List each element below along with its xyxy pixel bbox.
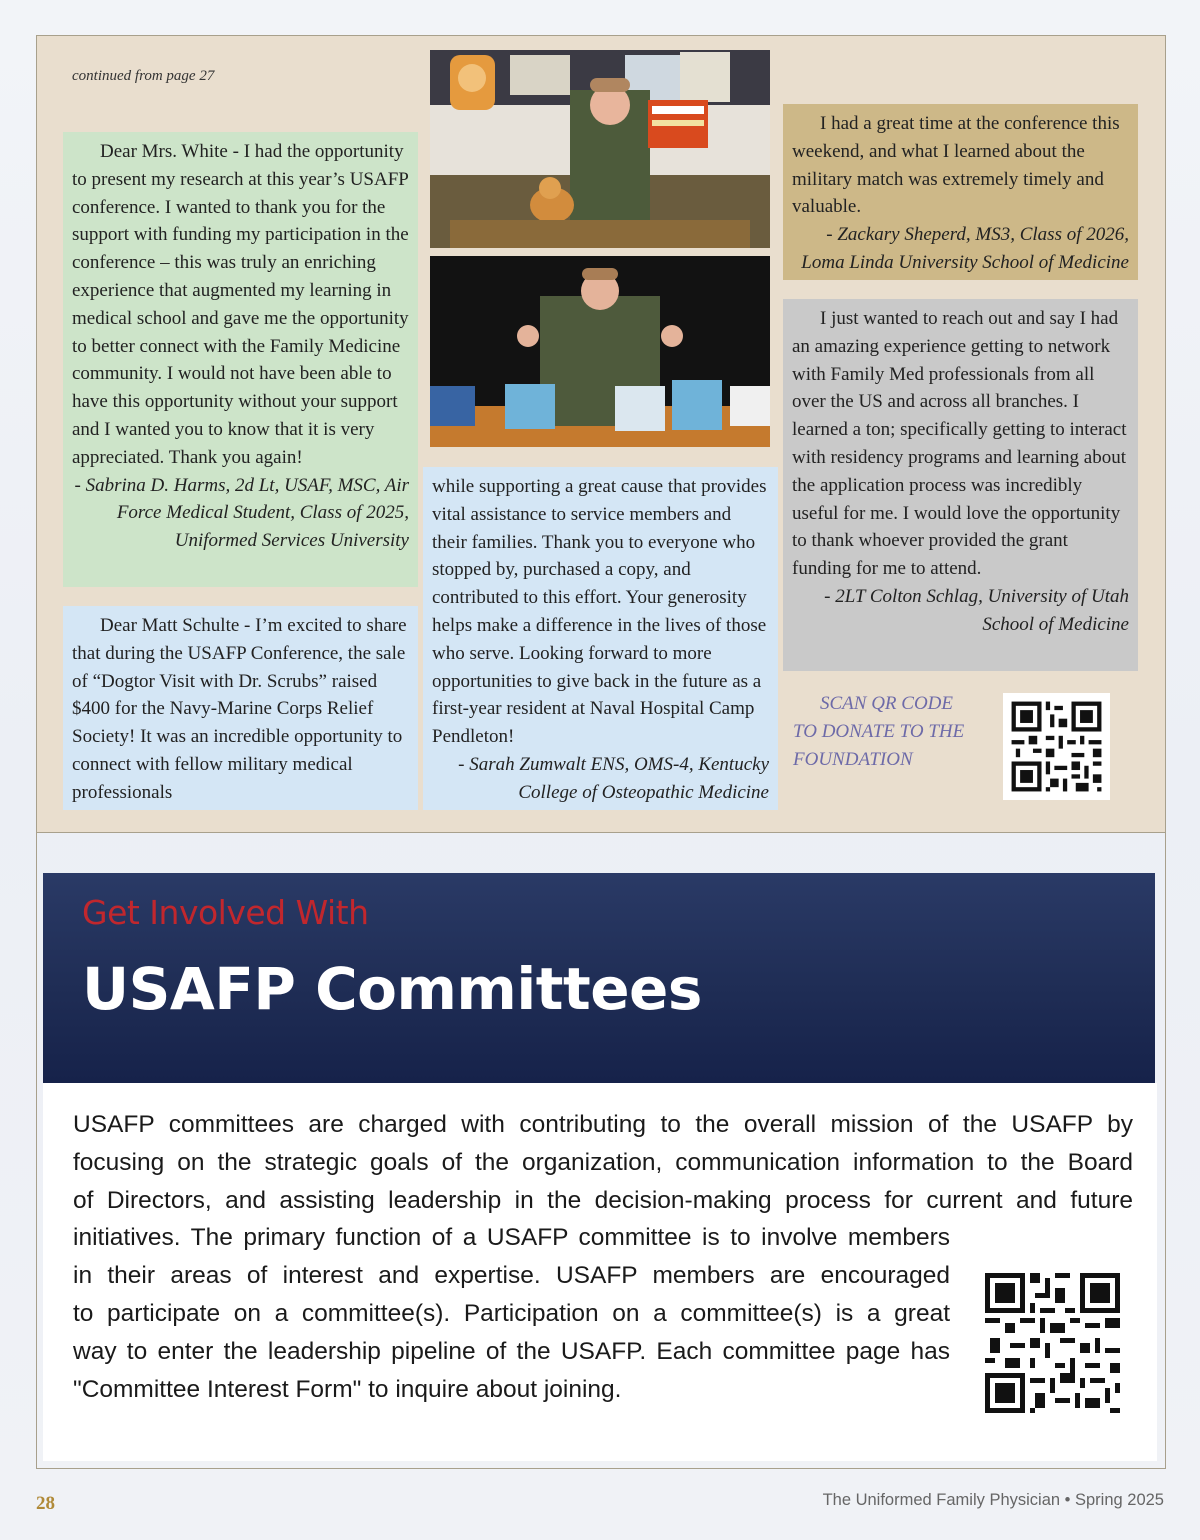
letter-zumwalt-part1 bbox=[63, 606, 418, 810]
letter-zumwalt-body-1: Dear Matt Schulte - I’m excited to share that during the USAFP Conference, the sale of “Dogtor Visit with Dr. Scrubs” raised $400 for the Navy-Marine Corps Relief Society! It was an incredible opportunity to connect with fellow military medical professionals bbox=[72, 615, 407, 803]
committees-line-1: USAFP committees are charged with contributing to the overall mission of the USAFP by bbox=[73, 1111, 1133, 1138]
banner-subtitle: Get Involved With bbox=[82, 893, 369, 932]
committees-line-2: focusing on the strategic goals of the organization, communication information to the Board bbox=[73, 1148, 1133, 1176]
page-number: 28 bbox=[36, 1493, 55, 1514]
committees-line-4: initiatives. The primary function of a USAFP committee is to involve members bbox=[73, 1224, 950, 1252]
committees-line-3: of Directors, and assisting leadership in the decision-making process for current and future bbox=[73, 1186, 1133, 1214]
photo-thumbs-up-image bbox=[430, 256, 770, 447]
committees-line-7: way to enter the leadership pipeline of the USAFP. Each committee page has bbox=[73, 1337, 950, 1365]
scan-qr-caption bbox=[793, 690, 998, 774]
qr-code-icon bbox=[1003, 693, 1110, 800]
scan-qr-line-3: FOUNDATION bbox=[793, 749, 913, 770]
committees-line-8: "Committee Interest Form" to inquire about joining. bbox=[73, 1375, 622, 1403]
letter-zumwalt-signature: - Sarah Zumwalt ENS, OMS-4, Kentucky College of Osteopathic Medicine bbox=[458, 753, 769, 803]
banner-title: USAFP Committees bbox=[82, 955, 702, 1023]
letter-harms bbox=[63, 132, 418, 587]
scan-qr-line-2: TO DONATE TO THE bbox=[793, 721, 965, 742]
committees-line-6: to participate on a committee(s). Participation on a committee(s) is a great bbox=[73, 1299, 950, 1327]
donate-qr-code[interactable] bbox=[1003, 693, 1110, 800]
committees-line-5: in their areas of interest and expertise. USAFP members are encouraged bbox=[73, 1262, 950, 1290]
letter-sheperd bbox=[783, 104, 1138, 280]
qr-code-icon bbox=[980, 1268, 1125, 1418]
letter-schlag bbox=[783, 299, 1138, 671]
letter-sheperd-signature: - Zackary Sheperd, MS3, Class of 2026, Loma Linda University School of Medicine bbox=[801, 224, 1129, 273]
continued-note: continued from page 27 bbox=[72, 68, 215, 84]
scan-qr-line-1: SCAN QR CODE bbox=[820, 693, 953, 714]
letter-zumwalt-body-2: while supporting a great cause that provides vital assistance to service members and their families. Thank you to everyone who stopped by, purchased a copy, and contributed to this effort. Your generosity helps make a difference in the lives of those who serve. Looking forward to more opportunities to give back in the future as a first-year resident at Naval Hospital Camp Pendleton! bbox=[432, 476, 767, 748]
letter-schlag-body: I just wanted to reach out and say I had an amazing experience getting to network with Family Med professionals from all over the US and across all branches. I learned a ton; specifically getting to interact with residency programs and learning about the application process was incredibly useful for me. I would love the opportunity to thank whoever provided the grant funding for me to attend. bbox=[792, 308, 1127, 580]
letter-harms-signature: - Sabrina D. Harms, 2d Lt, USAF, MSC, Air Force Medical Student, Class of 2025, Uniformed Services University bbox=[74, 474, 409, 552]
conference-photo-bottom bbox=[430, 256, 770, 447]
committees-description bbox=[73, 1106, 1133, 1408]
letter-sheperd-body: I had a great time at the conference this weekend, and what I learned about the military match was extremely timely and valuable. bbox=[792, 113, 1120, 218]
letter-zumwalt-part2 bbox=[423, 467, 778, 810]
photo-booth-image bbox=[430, 50, 770, 248]
letter-schlag-signature: - 2LT Colton Schlag, University of Utah School of Medicine bbox=[824, 585, 1129, 635]
committees-qr-code[interactable] bbox=[980, 1268, 1125, 1418]
letter-harms-body: Dear Mrs. White - I had the opportunity to present my research at this year’s USAFP conference. I wanted to thank you for the support with funding my participation in the conference – this was truly an enriching experience that augmented my learning in medical school and gave me the opportunity to better connect with the Family Medicine community. I would not have been able to have this opportunity without your support and I wanted you to know that it is very appreciated. Thank you again! bbox=[72, 141, 409, 468]
conference-photo-top bbox=[430, 50, 770, 248]
publication-footer: The Uniformed Family Physician • Spring 2025 bbox=[822, 1491, 1164, 1509]
